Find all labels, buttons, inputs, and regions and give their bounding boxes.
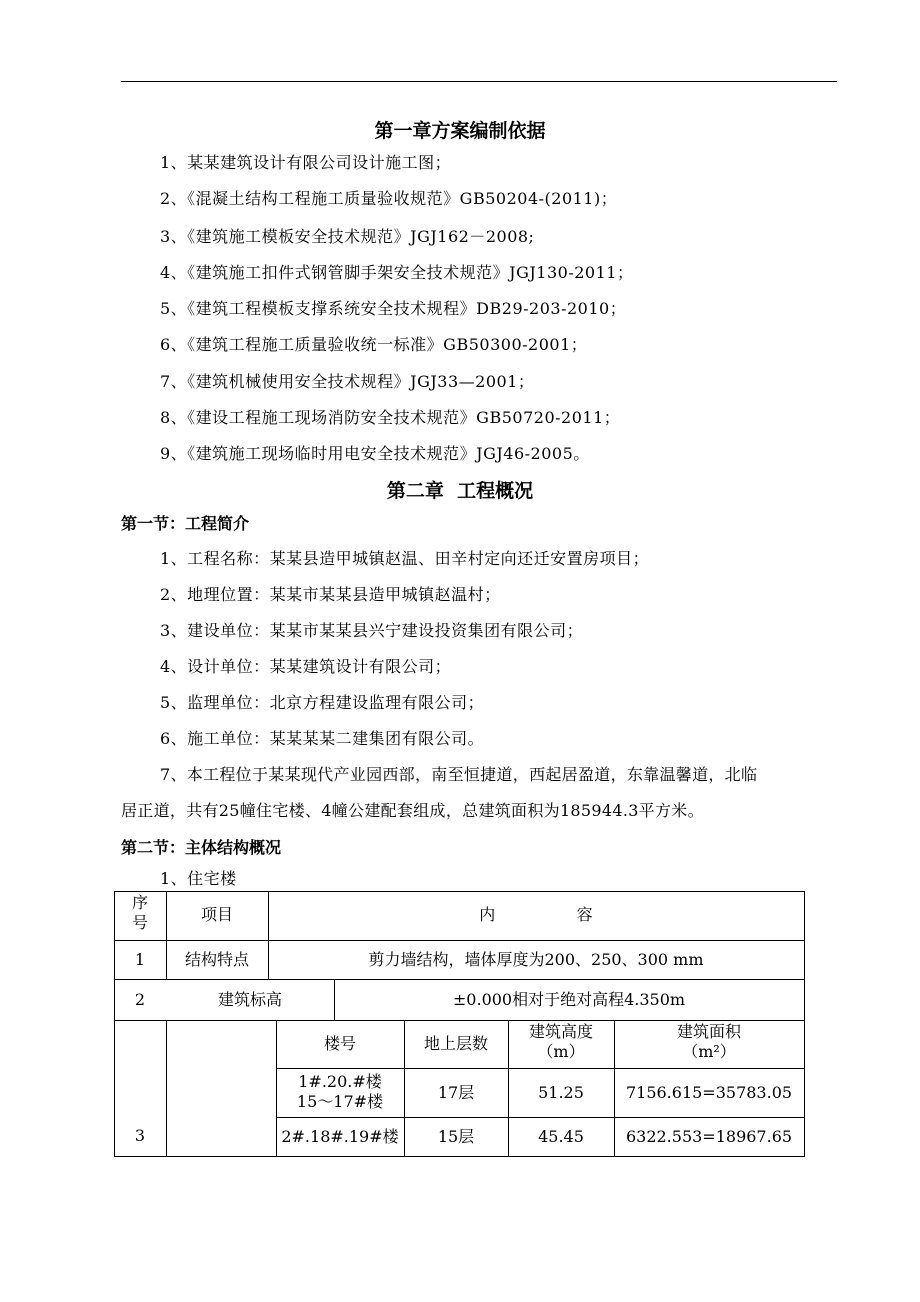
sub-header-floors: 地上层数 xyxy=(423,1034,488,1053)
chapter1-title: 第一章方案编制依据 xyxy=(374,120,546,142)
table-border xyxy=(114,891,805,892)
row2-item: 建筑标高 xyxy=(217,990,282,1009)
sub-header-area-line1: 建筑面积 xyxy=(676,1022,741,1041)
row1-content: 剪力墙结构，墙体厚度为200、250、300 mm xyxy=(368,950,704,969)
sub-header-height-line1: 建筑高度 xyxy=(528,1022,593,1041)
basis-item-3: 3、《建筑施工模板安全技术规范》JGJ162－2008; xyxy=(160,227,535,246)
overview-item-1: 1、工程名称：某某县造甲城镇赵温、田辛村定向还迁安置房项目； xyxy=(160,549,650,568)
row2-seq: 2 xyxy=(134,990,146,1009)
table-border xyxy=(114,940,805,941)
row2-content: ±0.000相对于绝对高程4.350m xyxy=(452,990,686,1009)
overview-item-5: 5、监理单位：北京方程建设监理有限公司； xyxy=(160,693,485,712)
basis-item-1: 1、某某建筑设计有限公司设计施工图； xyxy=(160,153,452,172)
basis-item-4: 4、《建筑施工扣件式钢管脚手架安全技术规范》JGJ130-2011； xyxy=(160,263,634,282)
chapter2-title: 第二章 工程概况 xyxy=(386,480,534,502)
overview-item-6: 6、施工单位：某某某某二建集团有限公司。 xyxy=(160,729,485,748)
basis-item-7: 7、《建筑机械使用安全技术规程》JGJ33—2001； xyxy=(160,372,535,391)
header-rule xyxy=(121,81,837,82)
sub-row2-area: 6322.553=18967.65 xyxy=(625,1127,793,1146)
sub-row1-area: 7156.615=35783.05 xyxy=(625,1083,793,1102)
section2-title: 第二节：主体结构概况 xyxy=(121,838,282,857)
overview-item-2: 2、地理位置：某某市某某县造甲城镇赵温村； xyxy=(160,585,501,604)
row1-seq: 1 xyxy=(134,950,146,969)
row3-seq: 3 xyxy=(134,1126,146,1145)
header-seq-line1: 序 xyxy=(131,893,148,912)
basis-item-8: 8、《建设工程施工现场消防安全技术规范》GB50720-2011； xyxy=(160,408,621,427)
table-border xyxy=(114,979,805,980)
sub-row2-floors: 15层 xyxy=(437,1127,475,1146)
sub-row1-height: 51.25 xyxy=(538,1083,584,1102)
sub-header-area-line2: （m²） xyxy=(682,1042,736,1061)
section1-title: 第一节：工程简介 xyxy=(121,514,250,533)
sub-row2-building: 2#.18#.19#楼 xyxy=(281,1127,399,1146)
sub-row1-building-line2: 15～17#楼 xyxy=(296,1092,384,1111)
table-border xyxy=(276,1117,805,1118)
header-item: 项目 xyxy=(200,905,233,924)
sub-header-height xyxy=(508,1022,614,1062)
sub-header-height-line2: （m） xyxy=(537,1042,585,1061)
header-content: 内 容 xyxy=(479,905,593,924)
overview-item-7-line1: 7、本工程位于某某现代产业园西部，南至恒捷道，西起居盈道，东靠温馨道，北临 xyxy=(160,765,758,784)
overview-item-3: 3、建设单位：某某市某某县兴宁建设投资集团有限公司； xyxy=(160,621,584,640)
basis-item-9: 9、《建筑施工现场临时用电安全技术规范》JGJ46-2005。 xyxy=(160,444,590,463)
sub-header-area xyxy=(614,1022,804,1062)
sub-row2-height: 45.45 xyxy=(538,1127,584,1146)
basis-item-6: 6、《建筑工程施工质量验收统一标准》GB50300-2001； xyxy=(160,335,588,354)
table-border xyxy=(804,891,805,1156)
table-border xyxy=(114,1020,805,1021)
sub-header-building: 楼号 xyxy=(323,1034,356,1053)
row1-item: 结构特点 xyxy=(184,950,249,969)
residential-subtitle: 1、住宅楼 xyxy=(160,869,237,888)
table-border xyxy=(114,1156,805,1157)
overview-item-7-line2: 居正道，共有25幢住宅楼、4幢公建配套组成，总建筑面积为185944.3平方米。 xyxy=(121,801,704,820)
table-border xyxy=(276,1068,805,1069)
header-seq xyxy=(114,893,166,933)
sub-row1-floors: 17层 xyxy=(437,1083,475,1102)
sub-row1-building-line1: 1#.20.#楼 xyxy=(298,1072,382,1091)
sub-row1-building xyxy=(276,1072,404,1112)
basis-item-5: 5、《建筑工程模板支撑系统安全技术规程》DB29-203-2010； xyxy=(160,299,627,318)
overview-item-4: 4、设计单位：某某建筑设计有限公司； xyxy=(160,657,452,676)
table-border xyxy=(166,1020,167,1156)
basis-item-2: 2、《混凝土结构工程施工质量验收规范》GB50204-(2011)； xyxy=(160,189,618,208)
header-seq-line2: 号 xyxy=(131,913,148,932)
